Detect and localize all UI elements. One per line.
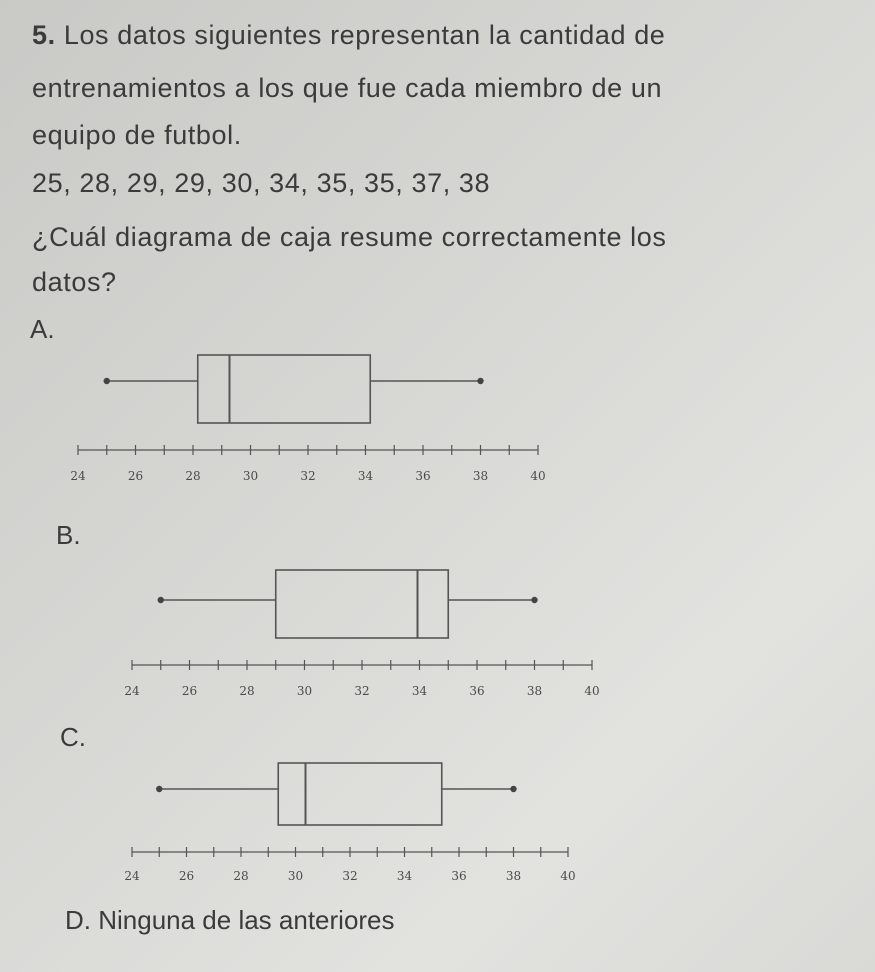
tick-label: 36 — [451, 869, 467, 883]
tick-label: 30 — [287, 869, 304, 883]
boxplot-a — [60, 345, 580, 495]
tick-label: 28 — [233, 869, 249, 883]
boxplot-b — [110, 560, 630, 710]
tick-label: 34 — [357, 469, 374, 483]
tick-label: 38 — [472, 469, 489, 483]
max-point — [510, 786, 516, 792]
tick-label: 34 — [411, 684, 428, 698]
tick-label: 24 — [124, 684, 140, 698]
tick-label: 36 — [415, 469, 431, 483]
tick-label: 24 — [70, 469, 86, 483]
tick-label: 38 — [505, 869, 522, 883]
iqr-box — [198, 355, 371, 423]
question-number: 5. — [32, 20, 56, 50]
tick-label: 28 — [239, 684, 255, 698]
tick-label: 32 — [300, 469, 316, 483]
min-point — [158, 597, 164, 603]
tick-label: 40 — [530, 469, 546, 483]
tick-label: 40 — [560, 869, 576, 883]
max-point — [477, 378, 483, 384]
tick-label: 26 — [181, 684, 198, 698]
question-line-2: entrenamientos a los que fue cada miembro de un — [32, 73, 663, 103]
tick-label: 24 — [124, 869, 140, 883]
option-d-label[interactable]: D. Ninguna de las anteriores — [65, 905, 395, 935]
tick-label: 34 — [396, 869, 413, 883]
tick-label: 26 — [178, 869, 195, 883]
prompt-line-1: ¿Cuál diagrama de caja resume correctamente los — [32, 222, 667, 252]
tick-label: 36 — [469, 684, 485, 698]
boxplot-c — [110, 755, 630, 890]
tick-label: 26 — [127, 469, 144, 483]
max-point — [531, 597, 537, 603]
tick-label: 30 — [242, 469, 259, 483]
option-a-label[interactable]: A. — [30, 314, 55, 344]
iqr-box — [278, 763, 442, 825]
option-c-label[interactable]: C. — [60, 722, 86, 752]
question-line-1 — [32, 20, 665, 51]
data-values: 25, 28, 29, 29, 30, 34, 35, 35, 37, 38 — [32, 168, 491, 198]
tick-label: 30 — [296, 684, 313, 698]
tick-label: 32 — [342, 869, 358, 883]
question-line-3: equipo de futbol. — [32, 120, 242, 150]
tick-label: 40 — [584, 684, 600, 698]
min-point — [104, 378, 110, 384]
prompt-line-2: datos? — [32, 267, 117, 297]
iqr-box — [276, 570, 449, 638]
option-b-label[interactable]: B. — [56, 520, 81, 550]
min-point — [156, 786, 162, 792]
tick-label: 32 — [354, 684, 370, 698]
tick-label: 38 — [526, 684, 543, 698]
tick-label: 28 — [185, 469, 201, 483]
question-text-1: Los datos siguientes representan la cantidad de — [63, 20, 666, 50]
